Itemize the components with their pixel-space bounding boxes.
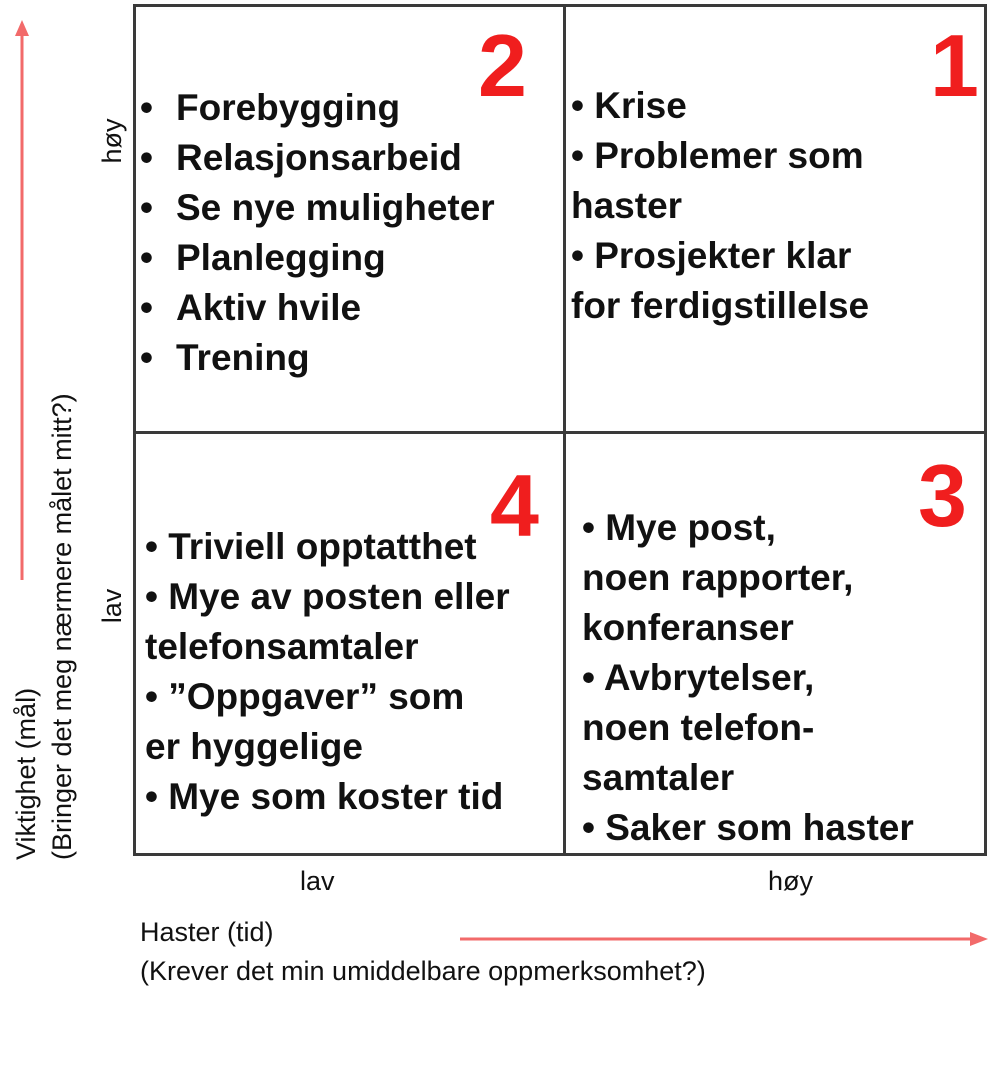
y-axis-arrow-icon	[10, 20, 34, 580]
list-item: • Krise	[571, 85, 687, 126]
quadrant-2-list	[140, 83, 495, 383]
y-axis-low-label: lav	[97, 588, 127, 624]
list-item: • Relasjonsarbeid	[140, 137, 462, 178]
quadrant-1-list	[571, 81, 869, 331]
x-axis-low-label: lav	[300, 866, 335, 896]
y-axis-high-label: høy	[97, 118, 127, 164]
list-item: haster	[571, 185, 683, 226]
list-item: • Forebygging	[140, 87, 401, 128]
quadrant-2-number: 2	[478, 16, 527, 115]
list-item: • Mye post,	[582, 507, 776, 548]
quadrant-1-number: 1	[930, 16, 979, 115]
x-axis-title-line2: (Krever det min umiddelbare oppmerksomhet?)	[140, 956, 706, 986]
x-axis-arrow-icon	[460, 928, 990, 950]
x-axis-title-line1: Haster (tid)	[140, 917, 274, 947]
horizontal-divider	[136, 431, 984, 434]
list-item: samtaler	[582, 757, 735, 798]
quadrant-4-list	[145, 522, 510, 822]
list-item: • Trening	[140, 337, 310, 378]
x-axis-high-label: høy	[768, 866, 814, 896]
quadrant-4-number: 4	[490, 456, 539, 555]
y-axis-title-line2: (Bringer det meg nærmere målet mitt?)	[47, 393, 77, 860]
list-item: • Planlegging	[140, 237, 386, 278]
list-item: • Se nye muligheter	[140, 187, 495, 228]
list-item: • Problemer som	[571, 135, 864, 176]
list-item: • Avbrytelser,	[582, 657, 815, 698]
list-item: er hyggelige	[145, 726, 363, 767]
list-item: for ferdigstillelse	[571, 285, 870, 326]
y-axis-title-line1: Viktighet (mål)	[11, 687, 41, 860]
list-item: • Mye som koster tid	[145, 776, 504, 817]
list-item: konferanser	[582, 607, 794, 648]
list-item: • Saker som haster	[582, 807, 914, 848]
list-item: noen telefon-	[582, 707, 815, 748]
quadrant-3-list	[582, 503, 914, 853]
quadrant-3-number: 3	[918, 446, 967, 545]
list-item: • Aktiv hvile	[140, 287, 362, 328]
list-item: • Mye av posten eller	[145, 576, 510, 617]
list-item: • Triviell opptatthet	[145, 526, 477, 567]
list-item: • ”Oppgaver” som	[145, 676, 465, 717]
list-item: • Prosjekter klar	[571, 235, 852, 276]
vertical-divider	[563, 7, 566, 853]
list-item: telefonsamtaler	[145, 626, 419, 667]
list-item: noen rapporter,	[582, 557, 854, 598]
